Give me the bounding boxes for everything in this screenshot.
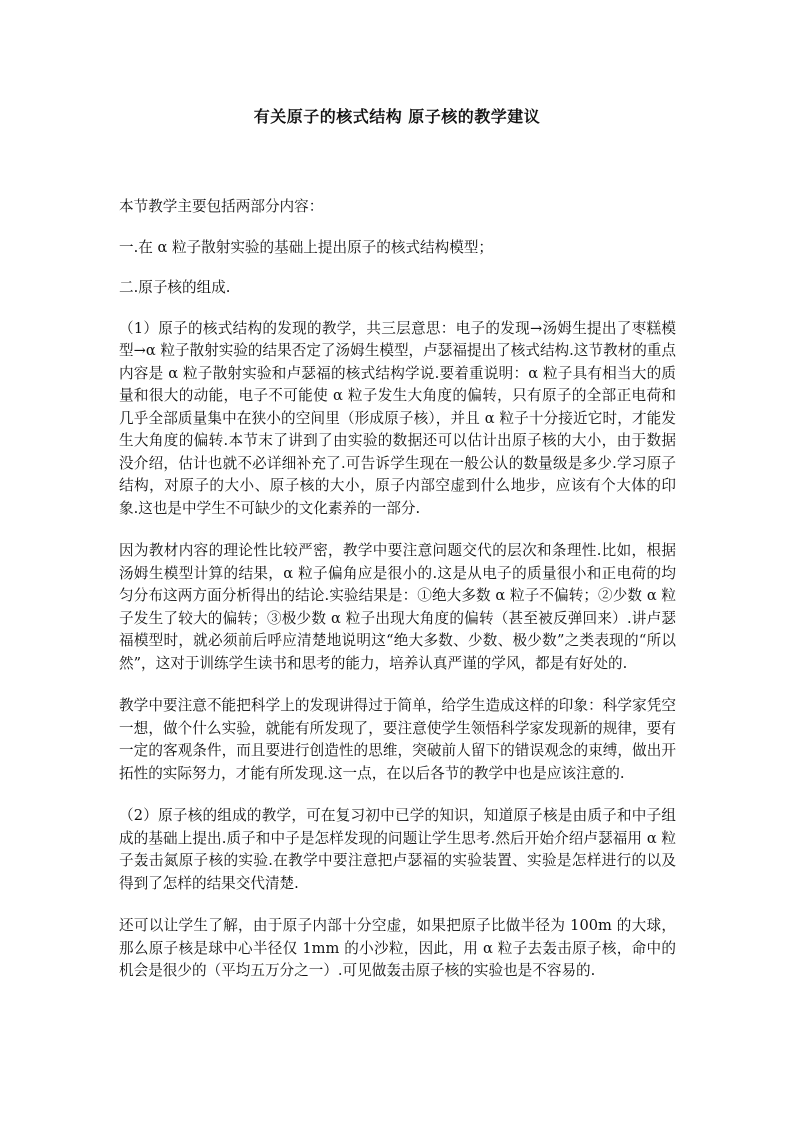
paragraph-theory: 因为教材内容的理论性比较严密，教学中要注意问题交代的层次和条理性.比如，根据汤姆生模型计算的结果，α 粒子偏角应是很小的.这是从电子的质量很小和正电荷的均匀分布这两方面分析得出的结论.实验结果是：①绝大多数 α 粒子不偏转；②少数 α 粒子发生了较大的偏转；③极少数 α 粒子出现大角度的偏转（甚至被反弹回来）.讲卢瑟福模型时，就必须前后呼应清楚地说明这“绝大多数、少数、极少数”之类表现的“所以然”，这对于训练学生读书和思考的能力，培养认真严谨的学风，都是有好处的. — [119, 542, 676, 672]
paragraph-discovery: 教学中要注意不能把科学上的发现讲得过于简单，给学生造成这样的印象：科学家凭空一想，做个什么实验，就能有所发现了，要注意使学生领悟科学家发现新的规律，要有一定的客观条件，而且要进行创造性的思维，突破前人留下的错误观念的束缚，做出开拓性的实际努力，才能有所发现.这一点，在以后各节的教学中也是应该注意的. — [119, 697, 676, 782]
paragraph-part-one: 一.在 α 粒子散射实验的基础上提出原子的核式结构模型； — [119, 238, 494, 256]
paragraph-nuclear-structure: （1）原子的核式结构的发现的教学，共三层意思：电子的发现→汤姆生提出了枣糕模型→α 粒子散射实验的结果否定了汤姆生模型，卢瑟福提出了核式结构.这节教材的重点内容是 α 粒子散射实验和卢瑟福的核式结构学说.要着重说明：α 粒子具有相当大的质量和很大的动能，电子不可能使 α 粒子发生大角度的偏转，只有原子的全部正电荷和几乎全部质量集中在狭小的空间里（形成原子核），并且 α 粒子十分接近它时，才能发生大角度的偏转.本节末了讲到了由实验的数据还可以估计出原子核的大小，由于数据没介绍，估计也就不必详细补充了.可告诉学生现在一般公认的数量级是多少.学习原子结构，对原子的大小、原子核的大小，原子内部空虚到什么地步，应该有个大体的印象.这也是中学生不可缺少的文化素养的一部分. — [119, 319, 676, 517]
paragraph-intro: 本节教学主要包括两部分内容： — [119, 198, 324, 215]
paragraph-part-two: 二.原子核的组成. — [119, 279, 231, 296]
document-title: 有关原子的核式结构 原子核的教学建议 — [253, 107, 541, 126]
document-body — [119, 196, 676, 1003]
paragraph-scale: 还可以让学生了解，由于原子内部十分空虚，如果把原子比做半径为 100m 的大球，那么原子核是球中心半径仅 1mm 的小沙粒，因此，用 α 粒子去轰击原子核，命中的机会是很少的（平均五万分之一）.可见做轰击原子核的实验也是不容易的. — [119, 917, 676, 979]
paragraph-nucleus-composition: （2）原子核的组成的教学，可在复习初中已学的知识，知道原子核是由质子和中子组成的基础上提出.质子和中子是怎样发现的问题让学生思考.然后开始介绍卢瑟福用 α 粒子轰击氮原子核的实验.在教学中要注意把卢瑟福的实验装置、实验是怎样进行的以及得到了怎样的结果交代清楚. — [119, 807, 676, 892]
